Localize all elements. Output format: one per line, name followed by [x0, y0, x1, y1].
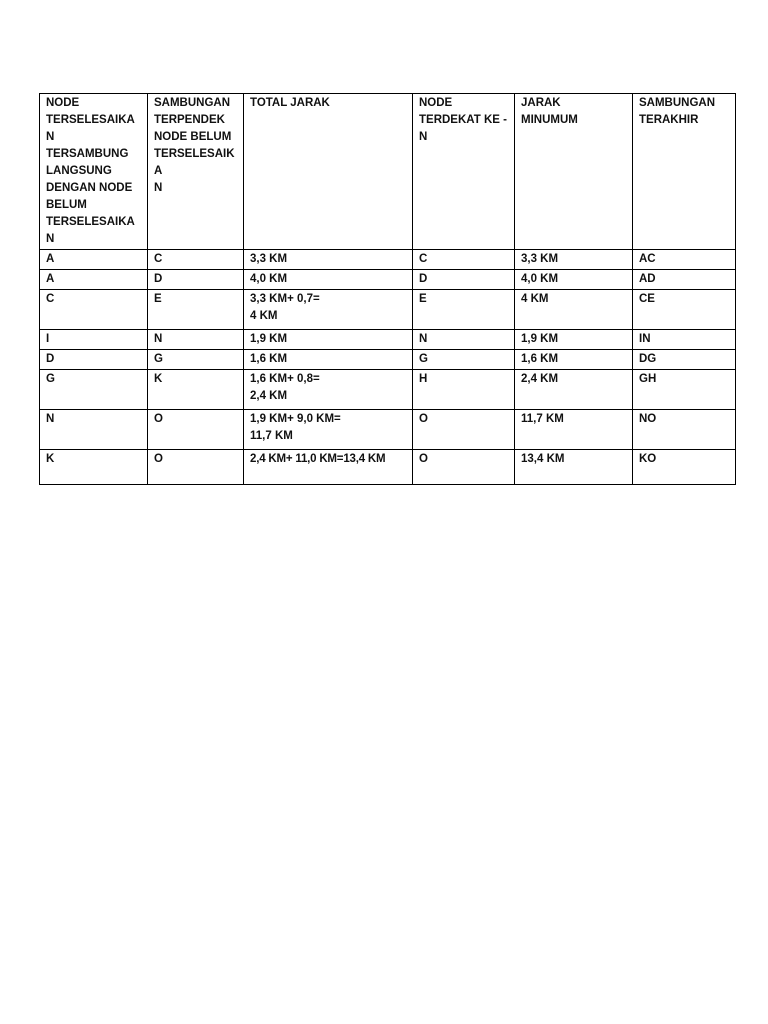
table-cell: 1,9 KM	[244, 330, 413, 350]
table-row	[40, 450, 736, 485]
table-cell: DG	[633, 350, 736, 370]
table-cell: O	[413, 450, 515, 485]
table-cell: C	[40, 290, 148, 330]
table-row	[40, 290, 736, 330]
table-cell: H	[413, 370, 515, 410]
header-cell-jarak-minimum: JARAK MINUMUM	[515, 94, 633, 250]
table-cell: AD	[633, 270, 736, 290]
table-cell: K	[40, 450, 148, 485]
header-cell-sambungan-terakhir: SAMBUNGAN TERAKHIR	[633, 94, 736, 250]
table-cell: G	[40, 370, 148, 410]
table-cell: C	[413, 250, 515, 270]
table-row	[40, 330, 736, 350]
table-cell: C	[148, 250, 244, 270]
table-cell: O	[413, 410, 515, 450]
table-row	[40, 350, 736, 370]
table-cell: 1,6 KM+ 0,8= 2,4 KM	[244, 370, 413, 410]
table-cell: 3,3 KM	[244, 250, 413, 270]
table-cell: 3,3 KM	[515, 250, 633, 270]
table-cell: A	[40, 270, 148, 290]
table-cell: KO	[633, 450, 736, 485]
table-cell: D	[148, 270, 244, 290]
table-cell: E	[413, 290, 515, 330]
table-cell: CE	[633, 290, 736, 330]
table-row	[40, 410, 736, 450]
table-cell: 3,3 KM+ 0,7= 4 KM	[244, 290, 413, 330]
table-cell: IN	[633, 330, 736, 350]
table-cell: 1,9 KM	[515, 330, 633, 350]
table-cell: N	[148, 330, 244, 350]
table-cell: 4,0 KM	[515, 270, 633, 290]
table-cell: 1,6 KM	[515, 350, 633, 370]
table-cell: I	[40, 330, 148, 350]
table-cell: NO	[633, 410, 736, 450]
header-cell-sambungan-terpendek: SAMBUNGAN TERPENDEK NODE BELUM TERSELESAIKA N	[148, 94, 244, 250]
table-cell: 4 KM	[515, 290, 633, 330]
table-cell: 2,4 KM	[515, 370, 633, 410]
table-cell: 2,4 KM+ 11,0 KM=13,4 KM	[244, 450, 413, 485]
table-cell: 1,9 KM+ 9,0 KM= 11,7 KM	[244, 410, 413, 450]
table-row	[40, 370, 736, 410]
table-cell: O	[148, 410, 244, 450]
table-cell: E	[148, 290, 244, 330]
table-cell: N	[40, 410, 148, 450]
table-cell: 11,7 KM	[515, 410, 633, 450]
table-cell: AC	[633, 250, 736, 270]
table-row	[40, 270, 736, 290]
table-cell: A	[40, 250, 148, 270]
header-cell-node-terselesaikan: NODE TERSELESAIKAN TERSAMBUNG LANGSUNG DENGAN NODE BELUM TERSELESAIKAN	[40, 94, 148, 250]
table-header-row	[40, 94, 736, 250]
table-cell: GH	[633, 370, 736, 410]
table-cell: D	[413, 270, 515, 290]
table-row	[40, 250, 736, 270]
dijkstra-table	[39, 93, 736, 485]
table-cell: N	[413, 330, 515, 350]
table-cell: 13,4 KM	[515, 450, 633, 485]
table-cell: O	[148, 450, 244, 485]
table-cell: 1,6 KM	[244, 350, 413, 370]
table-cell: 4,0 KM	[244, 270, 413, 290]
table-cell: G	[148, 350, 244, 370]
table-cell: G	[413, 350, 515, 370]
header-cell-total-jarak: TOTAL JARAK	[244, 94, 413, 250]
table-cell: D	[40, 350, 148, 370]
table-cell: K	[148, 370, 244, 410]
header-cell-node-terdekat: NODE TERDEKAT KE - N	[413, 94, 515, 250]
